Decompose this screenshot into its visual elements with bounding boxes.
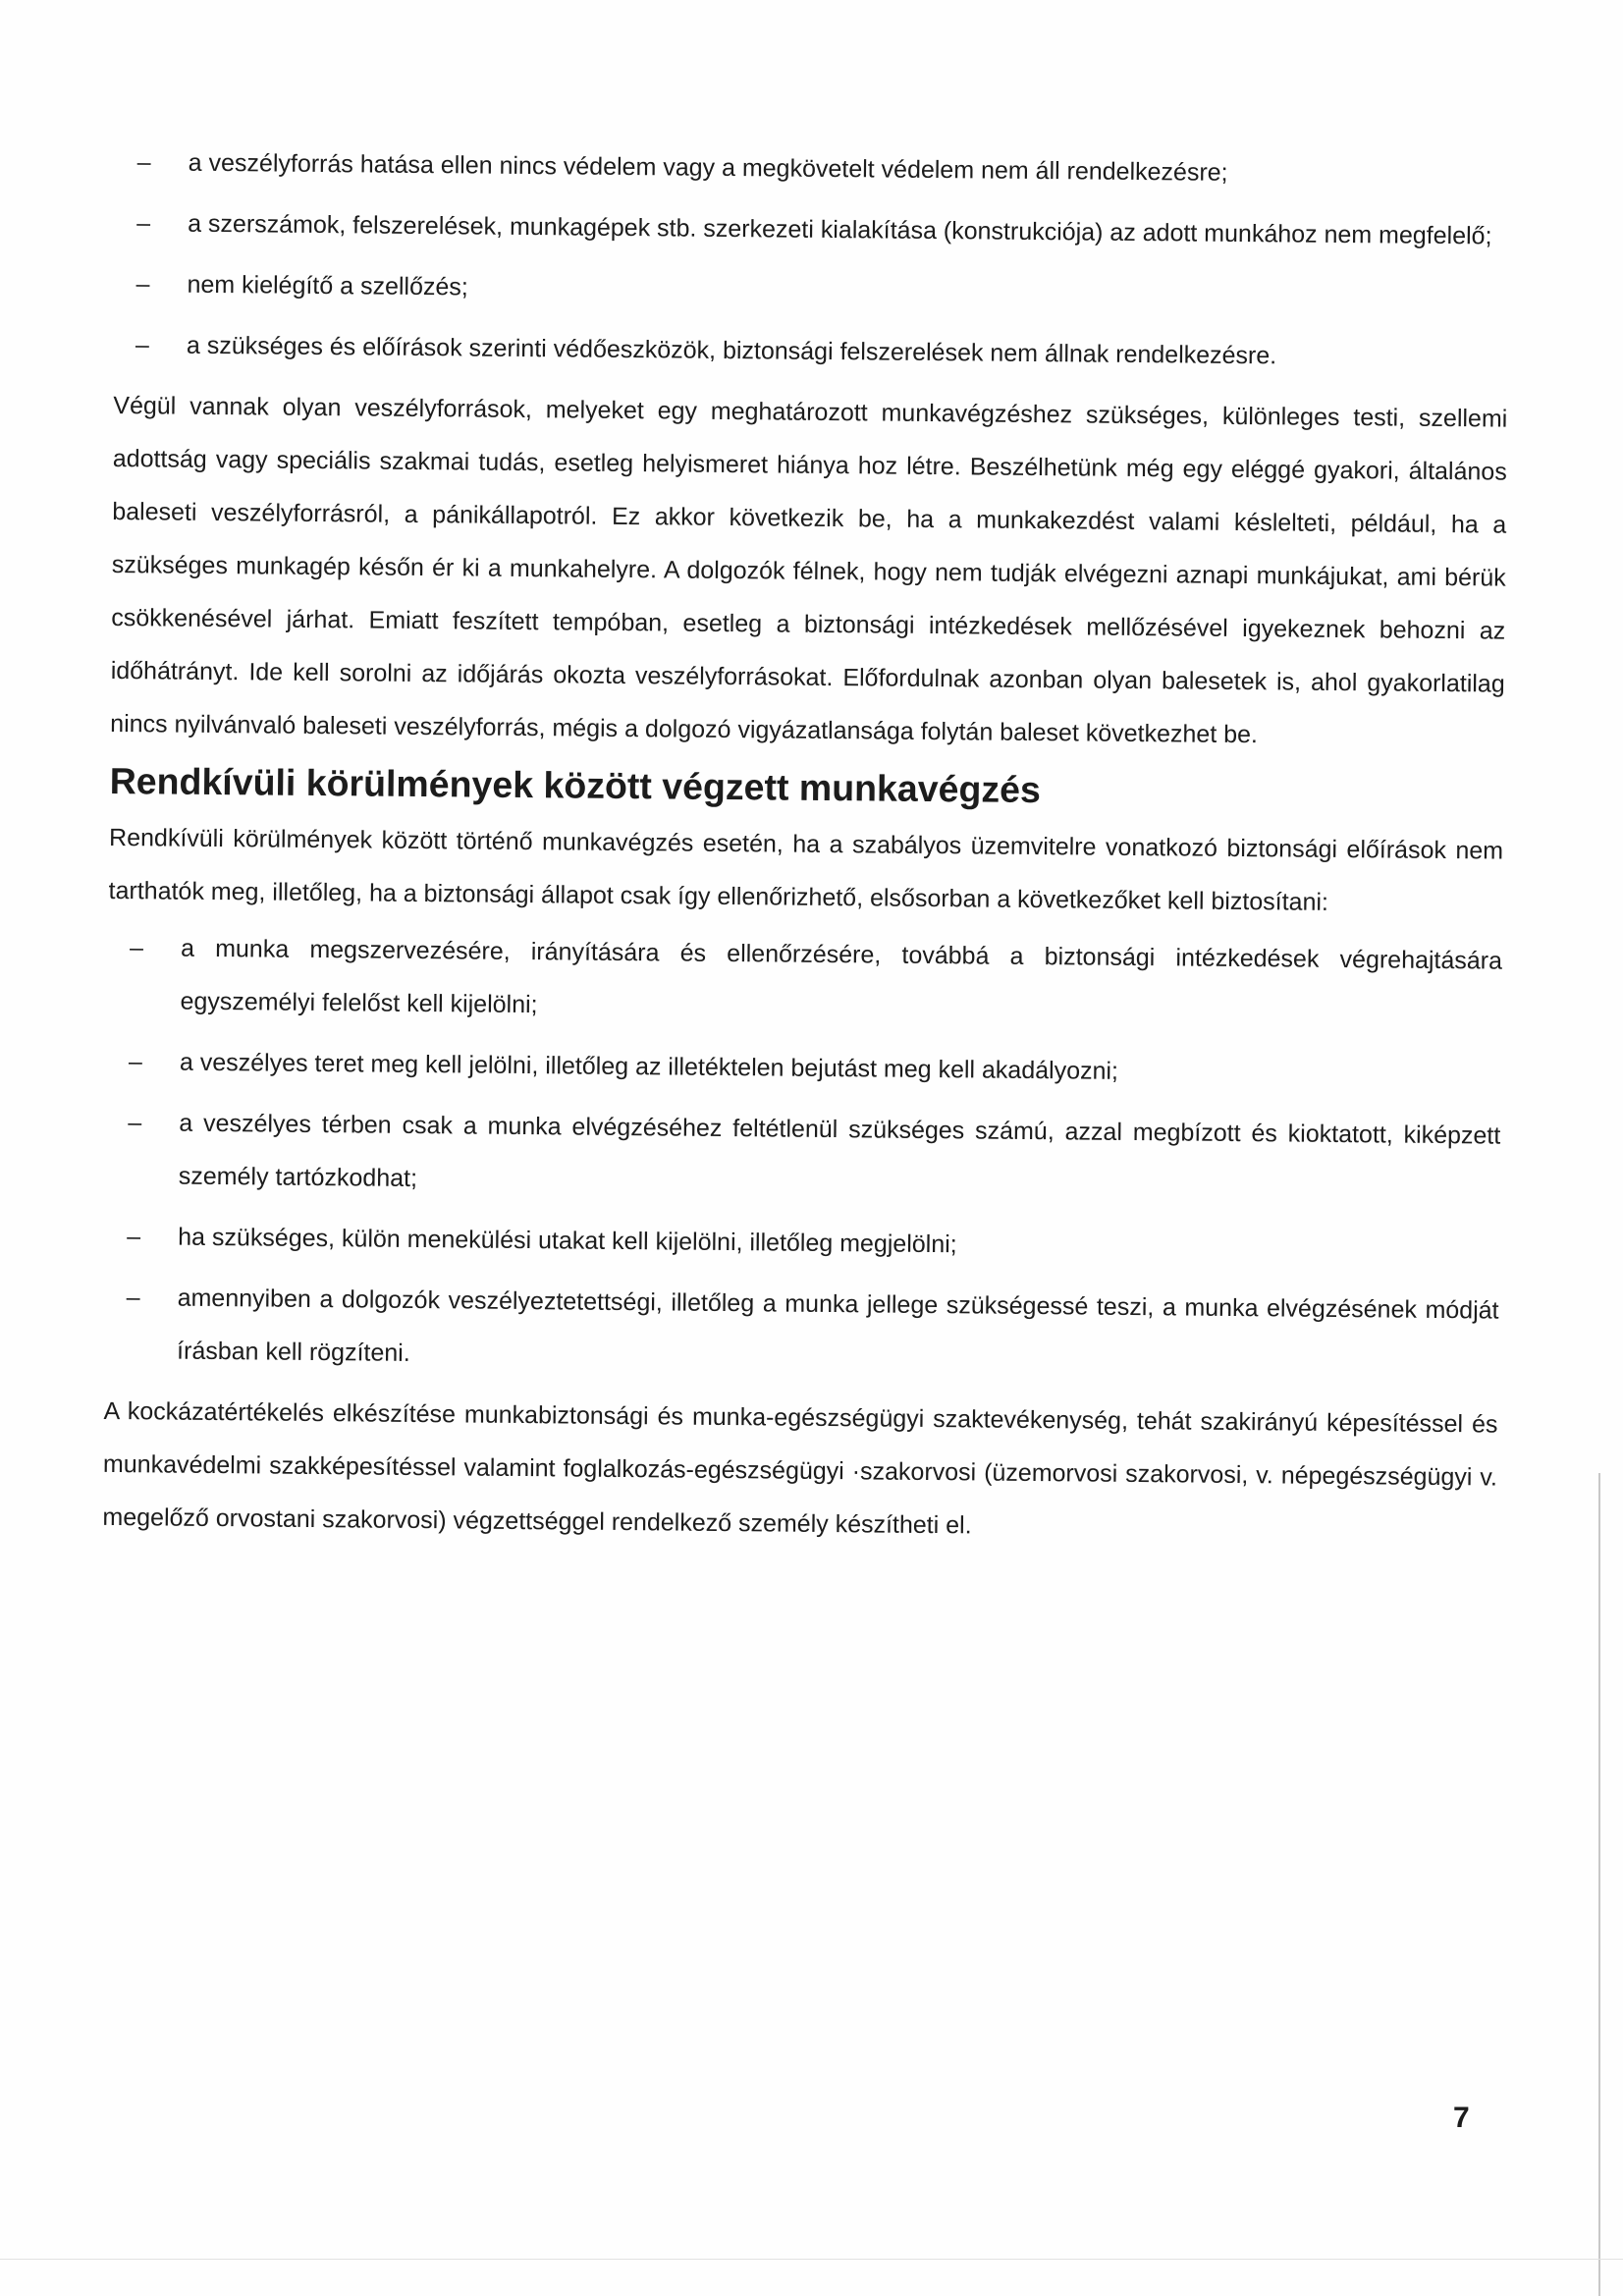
dash-bullet: – (135, 270, 150, 299)
list-item (107, 921, 1502, 1041)
dash-bullet: – (135, 331, 149, 359)
list-item-text: amennyiben a dolgozók veszélyeztetettségi, illetőleg a munka jellege szükségessé teszi, a munka elvégzésének módját írásban kell rögzíteni. (176, 1284, 1499, 1367)
list-item-text: a veszélyes teret meg kell jelölni, illetőleg az illetéktelen bejutást meg kell akadályozni; (179, 1048, 1119, 1085)
dash-bullet: – (129, 934, 144, 962)
dash-bullet: – (136, 148, 151, 177)
list-item-text: a veszélyforrás hatása ellen nincs védelem vagy a megkövetelt védelem nem áll rendelkezésre; (188, 148, 1228, 187)
list-item (105, 1210, 1499, 1277)
dash-bullet: – (128, 1109, 142, 1137)
paragraph-hazard-sources: Végül vannak olyan veszélyforrások, melyeket egy meghatározott munkavégzéshez szükséges, különleges testi, szellemi adottság vagy speciális szakmai tudás, esetleg helyismeret hiánya hoz létre. Beszélhetünk még egy eléggé gyakori, általános baleseti veszélyforrásról, a pánikállapotról. Ez akkor következik be, ha a munkakezdést valami késlelteti, például, ha a szükséges munkagép későn ér ki a munkahelyre. A dolgozók félnek, hogy nem tudják elvégezni aznapi munkájukat, ami bérük csökkenésével járhat. Emiatt feszített tempóban, esetleg a biztonsági intézkedések mellőzésével igyekeznek behozni az időhátrányt. Ide kell sorolni az időjárás okozta veszélyforrásokat. Előfordulnak azonban olyan balesetek is, ahol gyakorlatilag nincs nyilvánvaló baleseti veszélyforrás, mégis a dolgozó vigyázatlansága folytán baleset következhet be. (110, 391, 1508, 749)
page-content (102, 136, 1510, 1561)
list-item-text: a szerszámok, felszerelések, munkagépek stb. szerkezeti kialakítása (konstrukciója) az adott munkához nem megfelelő; (188, 209, 1492, 250)
scan-edge-line (1598, 1473, 1600, 2296)
dash-bullet: – (126, 1284, 140, 1312)
list-item-text: a veszélyes térben csak a munka elvégzéséhez feltétlenül szükséges számú, azzal megbízott és kioktatott, kiképzett személy tartózkodhat; (178, 1109, 1501, 1192)
list-item (115, 196, 1509, 263)
list-item (114, 318, 1508, 385)
hazard-conditions-list (114, 136, 1510, 385)
list-item-text: ha szükséges, külön menekülési utakat kell kijelölni, illetőleg megjelölni; (178, 1223, 957, 1259)
paragraph-risk-assessment: A kockázatértékelés elkészítése munkabiztonsági és munka-egészségügyi szaktevékenység, tehát szakirányú képesítéssel és munkavédelmi szakképesítéssel valamint foglalkozás-egészségügyi ·szakorvosi (üzemorvosi szakorvosi, v. népegészségügyi v. megelőző orvostani szakorvosi) végzettséggel rendelkező személy készítheti el. (102, 1396, 1498, 1540)
list-item-text: a munka megszervezésére, irányítására és ellenőrzésére, továbbá a biztonsági intézkedések végrehajtására egyszemélyi felelőst kell kijelölni; (180, 934, 1503, 1019)
scan-bottom-line (0, 2259, 1623, 2260)
required-measures-list (104, 921, 1502, 1391)
section-heading: Rendkívüli körülmények között végzett munkavégzés (109, 759, 1042, 811)
list-item-text: a szükséges és előírások szerinti védőeszközök, biztonsági felszerelések nem állnak rendelkezésre. (186, 331, 1277, 370)
dash-bullet: – (136, 209, 151, 238)
list-item (104, 1271, 1499, 1391)
list-item (114, 257, 1508, 324)
page-number: 7 (1453, 2102, 1470, 2134)
list-item-text: nem kielégítő a szellőzés; (187, 270, 468, 301)
list-item (107, 1035, 1501, 1102)
list-item (106, 1096, 1501, 1216)
paragraph-extraordinary-conditions: Rendkívüli körülmények között történő munkavégzés esetén, ha a szabályos üzemvitelre vonatkozó biztonsági előírások nem tarthatók meg, illetőleg, ha a biztonsági állapot csak így ellenőrizhető, elsősorban a következőket kell biztosítani: (108, 823, 1504, 916)
list-item (115, 136, 1509, 202)
dash-bullet: – (128, 1048, 142, 1076)
dash-bullet: – (127, 1223, 141, 1251)
